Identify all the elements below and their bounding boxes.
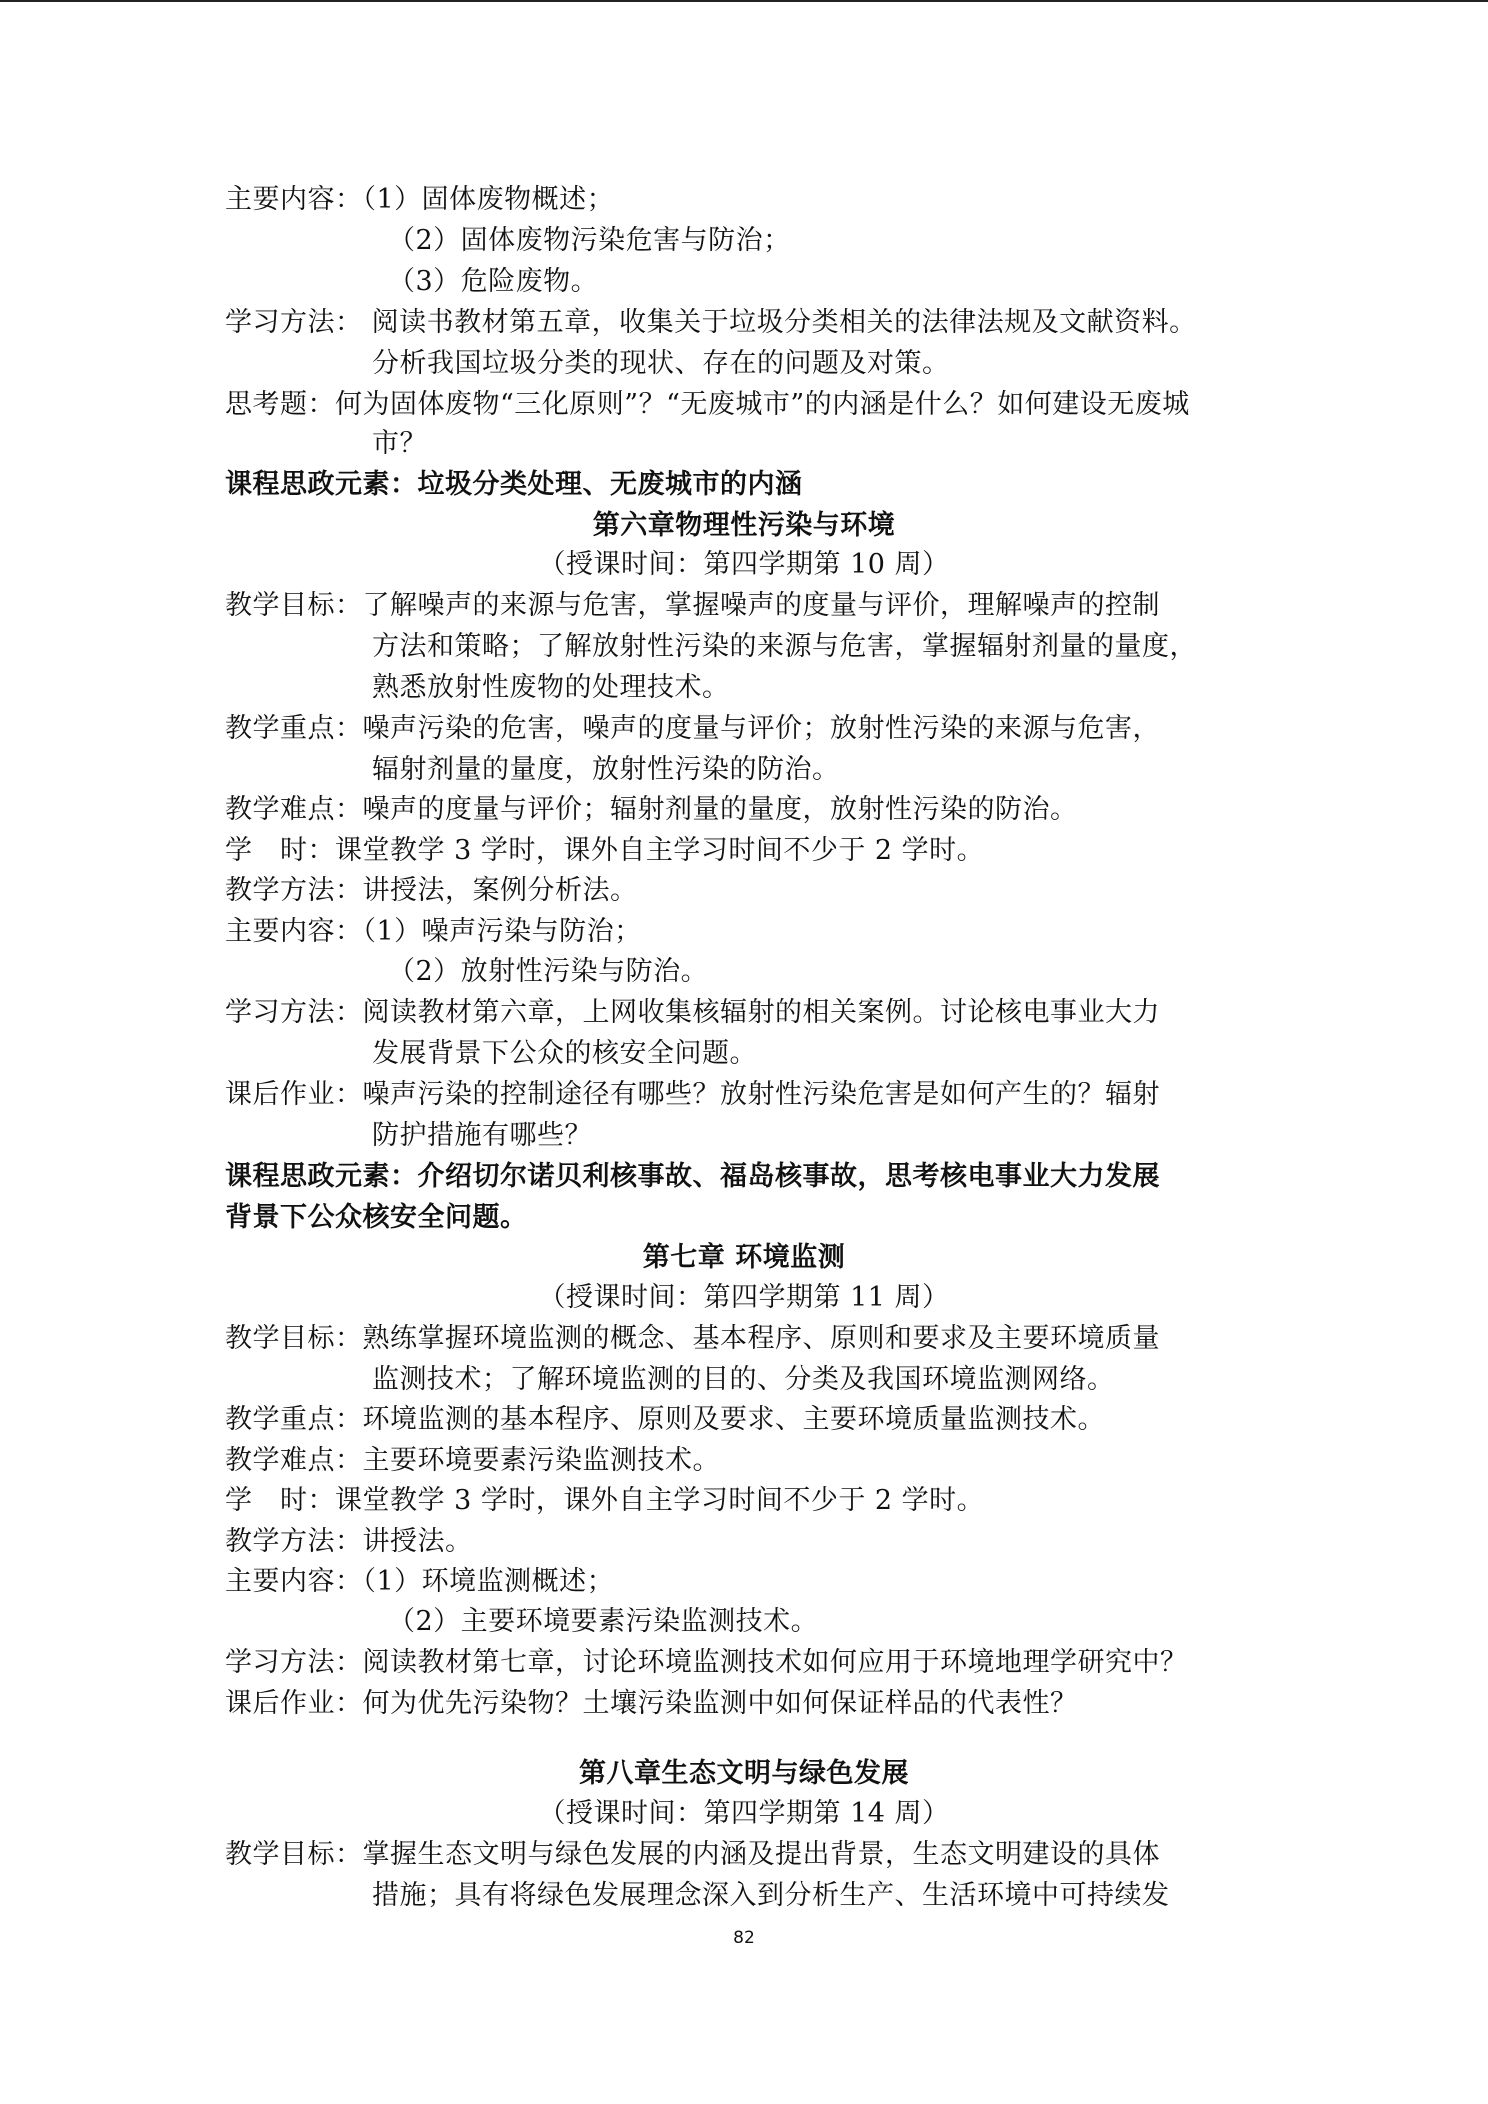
text-line: （2）固体废物污染危害与防治； [388,225,791,256]
text-line: （3）危险废物。 [388,266,599,297]
text-line: 教学目标：掌握生态文明与绿色发展的内涵及提出背景，生态文明建设的具体 [225,1839,1160,1870]
page-number: 82 [733,1928,755,1948]
text-line: 教学目标：熟练掌握环境监测的概念、基本程序、原则和要求及主要环境质量 [225,1323,1160,1354]
text-line: （2）主要环境要素污染监测技术。 [388,1606,819,1637]
text-line: 教学目标：了解噪声的来源与危害，掌握噪声的度量与评价，理解噪声的控制 [225,590,1160,621]
text-line: 分析我国垃圾分类的现状、存在的问题及对策。 [372,348,950,379]
text-line: 主要内容：（1）噪声污染与防治； [225,916,642,947]
text-line: 教学重点：环境监测的基本程序、原则及要求、主要环境质量监测技术。 [225,1404,1105,1435]
text-line: 熟悉放射性废物的处理技术。 [372,672,730,703]
text-line: 教学重点：噪声污染的危害，噪声的度量与评价；放射性污染的来源与危害， [225,713,1160,744]
chapter-heading: 第六章物理性污染与环境 [592,510,896,541]
text-line: 防护措施有哪些？ [372,1120,592,1151]
chapter-heading: 第七章 环境监测 [642,1242,846,1273]
text-line: 教学难点：主要环境要素污染监测技术。 [225,1445,720,1476]
text-line: 辐射剂量的量度，放射性污染的防治。 [372,754,840,785]
text-line: 思考题：何为固体废物“三化原则”？“无废城市”的内涵是什么？如何建设无废城 [225,389,1190,420]
teaching-time: （授课时间：第四学期第 14 周） [538,1798,950,1829]
text-line: （2）放射性污染与防治。 [388,956,709,987]
text-line: 措施；具有将绿色发展理念深入到分析生产、生活环境中可持续发 [372,1880,1170,1911]
text-line: 方法和策略；了解放射性污染的来源与危害，掌握辐射剂量的量度， [372,631,1197,662]
ideology-element: 课程思政元素：介绍切尔诺贝利核事故、福岛核事故，思考核电事业大力发展 [225,1161,1160,1192]
text-line: 监测技术；了解环境监测的目的、分类及我国环境监测网络。 [372,1364,1115,1395]
ideology-element: 背景下公众核安全问题。 [225,1202,528,1233]
text-line: 学 时：课堂教学 3 学时，课外自主学习时间不少于 2 学时。 [225,1485,985,1516]
text-line: 课后作业：何为优先污染物？土壤污染监测中如何保证样品的代表性？ [225,1688,1078,1719]
ideology-element: 课程思政元素：垃圾分类处理、无废城市的内涵 [225,469,803,500]
text-line: 学习方法： 阅读书教材第五章，收集关于垃圾分类相关的法律法规及文献资料。 [225,307,1197,338]
text-line: 发展背景下公众的核安全问题。 [372,1038,757,1069]
top-border-line [0,0,1488,2]
text-line: 市？ [372,428,427,459]
text-line: 学 时：课堂教学 3 学时，课外自主学习时间不少于 2 学时。 [225,835,985,866]
teaching-time: （授课时间：第四学期第 11 周） [538,1282,950,1313]
text-line: 学习方法：阅读教材第六章，上网收集核辐射的相关案例。讨论核电事业大力 [225,997,1160,1028]
text-line: 学习方法：阅读教材第七章，讨论环境监测技术如何应用于环境地理学研究中？ [225,1647,1188,1678]
text-line: 教学难点：噪声的度量与评价；辐射剂量的量度，放射性污染的防治。 [225,794,1078,825]
text-line: 教学方法：讲授法。 [225,1526,473,1557]
text-line: 教学方法：讲授法，案例分析法。 [225,875,638,906]
teaching-time: （授课时间：第四学期第 10 周） [538,549,950,580]
text-line: 主要内容：（1）固体废物概述； [225,184,615,215]
text-line: 主要内容：（1）环境监测概述； [225,1566,615,1597]
chapter-heading: 第八章生态文明与绿色发展 [579,1758,909,1789]
text-line: 课后作业：噪声污染的控制途径有哪些？放射性污染危害是如何产生的？辐射 [225,1079,1160,1110]
